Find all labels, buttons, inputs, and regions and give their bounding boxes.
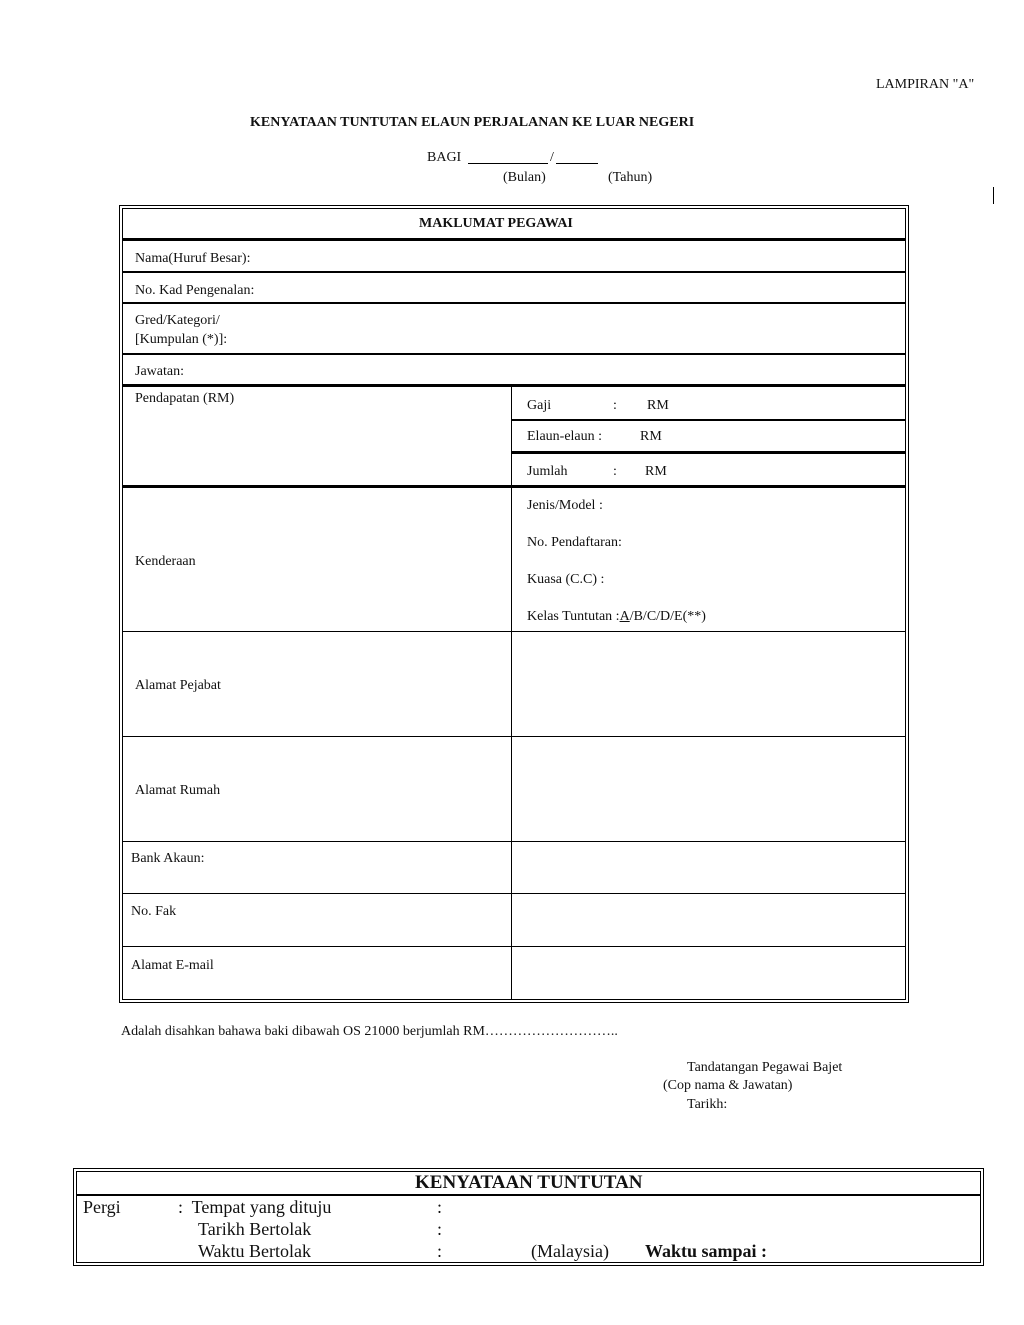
cop-label: (Cop nama & Jawatan)	[663, 1078, 793, 1093]
kelas-tuntutan-label	[527, 609, 706, 625]
section-title-maklumat-pegawai: MAKLUMAT PEGAWAI	[419, 216, 573, 231]
elaun-rm: RM	[640, 429, 662, 444]
malaysia-label: (Malaysia)	[531, 1241, 609, 1261]
kenderaan-label: Kenderaan	[135, 554, 196, 569]
kelas-rest: /B/C/D/E(**)	[629, 609, 706, 624]
bank-akaun-label: Bank Akaun:	[131, 851, 205, 866]
alamat-email-label: Alamat E-mail	[131, 958, 214, 973]
gred-label-line1: Gred/Kategori/	[135, 313, 220, 328]
no-fak-label: No. Fak	[131, 904, 177, 919]
signature-label: Tandatangan Pegawai Bajet	[687, 1060, 843, 1075]
pendapatan-label: Pendapatan (RM)	[135, 391, 235, 406]
tempat-colon: :	[437, 1197, 443, 1217]
tarikh-label: Tarikh:	[687, 1097, 728, 1112]
page-title: KENYATAAN TUNTUTAN ELAUN PERJALANAN KE LUAR NEGERI	[250, 115, 695, 130]
claim-title: KENYATAAN TUNTUTAN	[415, 1172, 643, 1193]
kad-pengenalan-label: No. Kad Pengenalan:	[135, 283, 255, 298]
kelas-a-underlined: A	[619, 609, 630, 624]
jumlah-rm: RM	[645, 464, 667, 479]
elaun-label: Elaun-elaun :	[527, 429, 603, 444]
kuasa-label: Kuasa (C.C) :	[527, 572, 605, 587]
bagi-label: BAGI	[427, 150, 462, 165]
table-inner-border	[122, 208, 906, 1000]
text-cursor-mark	[993, 187, 994, 204]
gaji-rm: RM	[647, 398, 669, 413]
lampiran-label: LAMPIRAN "A"	[876, 77, 975, 92]
waktu-sampai-label: Waktu sampai :	[645, 1241, 768, 1261]
bulan-label: (Bulan)	[503, 170, 546, 185]
alamat-rumah-label: Alamat Rumah	[135, 783, 221, 798]
jumlah-colon: :	[613, 464, 617, 479]
certification-statement: Adalah disahkan bahawa baki dibawah OS 21000 berjumlah RM………………………..	[121, 1024, 618, 1039]
jumlah-label: Jumlah	[527, 464, 568, 479]
bulan-blank	[468, 163, 548, 164]
bagi-slash: /	[550, 150, 554, 165]
tahun-blank	[556, 163, 598, 164]
tarikh-bertolak-colon: :	[437, 1219, 443, 1239]
waktu-bertolak-label: Waktu Bertolak	[198, 1241, 312, 1261]
gred-label-line2: [Kumpulan (*)]:	[135, 332, 228, 347]
tempat-dituju-label: : Tempat yang dituju	[178, 1197, 332, 1217]
gaji-colon: :	[613, 398, 617, 413]
alamat-pejabat-label: Alamat Pejabat	[135, 678, 221, 693]
tahun-label: (Tahun)	[608, 170, 653, 185]
gaji-label: Gaji	[527, 398, 552, 413]
pergi-label: Pergi	[83, 1197, 121, 1217]
jenis-model-label: Jenis/Model :	[527, 498, 603, 513]
no-pendaftaran-label: No. Pendaftaran:	[527, 535, 622, 550]
nama-label: Nama(Huruf Besar):	[135, 251, 251, 266]
waktu-bertolak-colon: :	[437, 1241, 443, 1261]
jawatan-label: Jawatan:	[135, 364, 184, 379]
kelas-prefix: Kelas Tuntutan :	[527, 609, 620, 624]
tarikh-bertolak-label: Tarikh Bertolak	[198, 1219, 312, 1239]
